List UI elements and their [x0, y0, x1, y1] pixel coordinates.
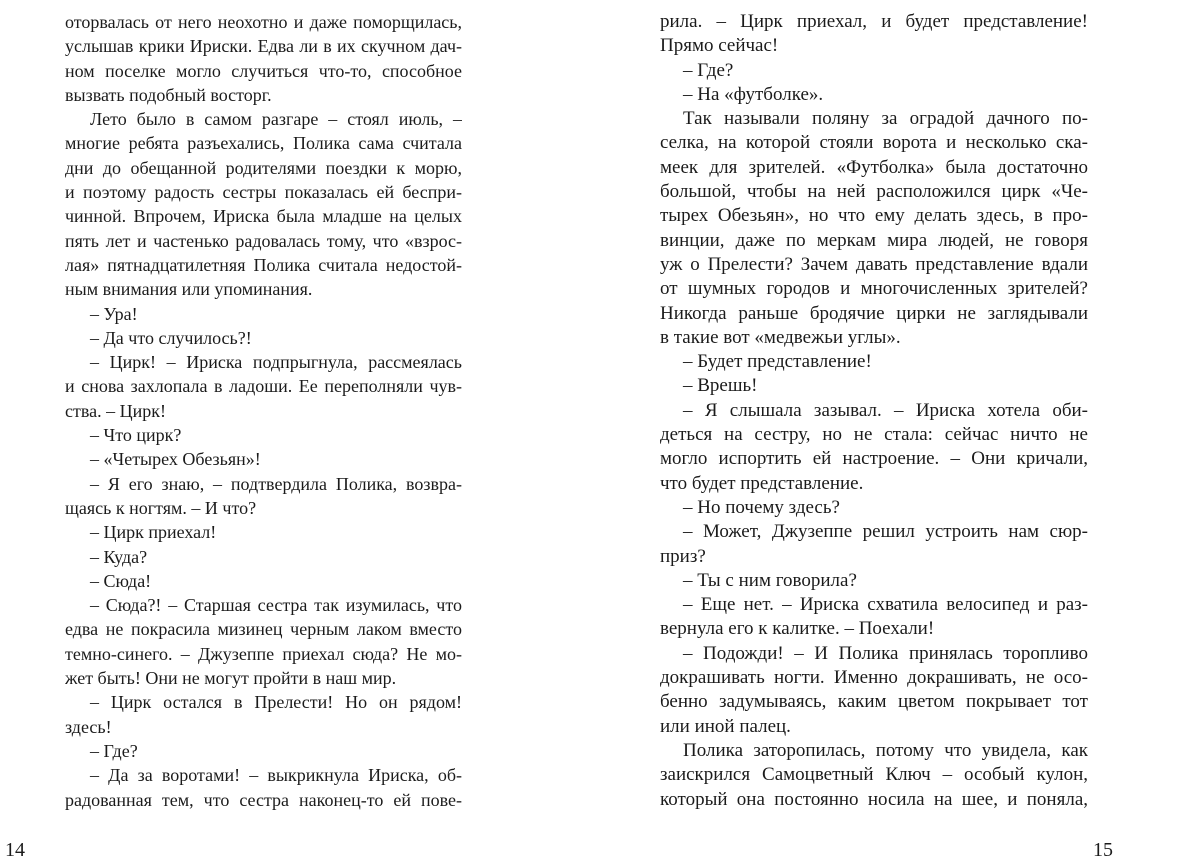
text-line: – Что цирк?: [90, 425, 182, 446]
text-line: – Будет представление!: [683, 351, 872, 373]
text-line: и поэтому радость сестры показалась ей беспри-: [65, 182, 462, 203]
page-number-left: 14: [5, 839, 25, 861]
text-line: – «Четырех Обезьян»!: [90, 449, 261, 470]
text-line: – Сюда!: [90, 570, 152, 591]
text-line: селка, на которой стояли ворота и несколько ска-: [660, 132, 1088, 154]
paragraph: [660, 350, 1088, 374]
right-text-column: [660, 10, 1088, 812]
page-number-right: 15: [1093, 839, 1113, 861]
text-line: ства. – Цирк!: [65, 400, 166, 421]
paragraph: [660, 739, 1088, 812]
paragraph: [660, 399, 1088, 496]
text-line: лая» пятнадцатилетняя Полика считала недостой-: [65, 254, 462, 275]
text-line: – Я слышала зазывал. – Ириска хотела оби-: [683, 399, 1088, 421]
paragraph: [65, 545, 462, 569]
text-line: чинной. Впрочем, Ириска была младше на целых: [65, 206, 462, 227]
left-text-column: [65, 10, 462, 812]
paragraph: [660, 374, 1088, 398]
text-line: – Цирк остался в Прелести! Но он рядом!: [90, 692, 462, 713]
paragraph: [65, 472, 462, 521]
text-line: – Может, Джузеппе решил устроить нам сюр-: [683, 521, 1088, 543]
text-line: от шумных городов и многочисленных зрителей?: [660, 278, 1088, 300]
text-line: – Да что случилось?!: [90, 327, 252, 348]
paragraph: [660, 593, 1088, 642]
text-line: – Где?: [90, 740, 138, 761]
paragraph: [65, 739, 462, 763]
text-line: уж о Прелести? Зачем давать представление вдали: [660, 253, 1088, 275]
text-line: – Где?: [683, 59, 734, 81]
paragraph: [65, 107, 462, 301]
text-line: винции, даже по меркам мира людей, не говоря: [660, 229, 1088, 251]
text-line: услышав крики Ириски. Едва ли в их скучном дач-: [65, 36, 462, 57]
paragraph: [660, 496, 1088, 520]
text-line: Полика заторопилась, потому что увидела, как: [683, 739, 1088, 761]
text-line: многие ребята разъехались, Полика сама считала: [65, 133, 462, 154]
text-line: который она постоянно носила на шее, и поняла,: [660, 788, 1088, 810]
text-line: – Но почему здесь?: [683, 496, 840, 518]
paragraph: [65, 593, 462, 690]
paragraph: [660, 10, 1088, 59]
text-line: тырех Обезьян», но что ему делать здесь, в про-: [660, 205, 1088, 227]
text-line: и снова захлопала в ладоши. Ее переполняли чув-: [65, 376, 462, 397]
paragraph: [65, 302, 462, 326]
paragraph: [65, 520, 462, 544]
text-line: Так называли поляну за оградой дачного по-: [683, 108, 1088, 130]
text-line: пять лет и частенько радовалась тому, что «взрос-: [65, 230, 462, 251]
text-line: приз?: [660, 545, 706, 567]
text-line: меек для зрителей. «Футболка» была достаточно: [660, 156, 1088, 178]
text-line: вызвать подобный восторг.: [65, 84, 272, 105]
paragraph: [65, 10, 462, 107]
text-line: что будет представление.: [660, 472, 864, 494]
paragraph: [660, 107, 1088, 350]
text-line: Лето было в самом разгаре – стоял июль, –: [90, 109, 462, 130]
text-line: рила. – Цирк приехал, и будет представление!: [660, 11, 1088, 32]
text-line: докрашивать ногти. Именно докрашивать, не осо-: [660, 667, 1088, 689]
text-line: – Врешь!: [683, 375, 758, 397]
paragraph: [65, 350, 462, 423]
text-line: ном поселке могло случиться что-то, способное: [65, 60, 462, 81]
text-line: – Цирк! – Ириска подпрыгнула, рассмеялась: [90, 352, 462, 373]
text-line: – Куда?: [90, 546, 148, 567]
text-line: – Я его знаю, – подтвердила Полика, возвра-: [90, 473, 462, 494]
text-line: бенно задумываясь, каким цветом покрывает тот: [660, 691, 1088, 713]
text-line: – Подожди! – И Полика принялась торопливо: [683, 642, 1088, 664]
text-line: темно-синего. – Джузеппе приехал сюда? Не мо-: [65, 643, 462, 664]
paragraph: [65, 763, 462, 812]
text-line: дни до обещанной родителями поездки к морю,: [65, 157, 462, 178]
text-line: – Еще нет. – Ириска схватила велосипед и раз-: [683, 594, 1088, 616]
text-line: – Сюда?! – Старшая сестра так изумилась, что: [90, 595, 462, 616]
paragraph: [65, 447, 462, 471]
paragraph: [660, 642, 1088, 739]
text-line: в такие вот «медвежьи углы».: [660, 326, 901, 348]
text-line: – На «футболке».: [683, 83, 824, 105]
text-line: вернула его к калитке. – Поехали!: [660, 618, 935, 640]
text-line: щаясь к ногтям. – И что?: [65, 497, 257, 518]
text-line: могло испортить ей настроение. – Они кричали,: [660, 448, 1088, 470]
text-line: едва не покрасила мизинец черным лаком вместо: [65, 619, 462, 640]
paragraph: [65, 690, 462, 739]
text-line: Никогда раньше бродячие цирки не заглядывали: [660, 302, 1088, 324]
paragraph: [660, 59, 1088, 83]
paragraph: [65, 569, 462, 593]
text-line: заискрился Самоцветный Ключ – особый кулон,: [660, 764, 1088, 786]
text-line: оторвалась от него неохотно и даже поморщилась,: [65, 12, 462, 32]
text-line: деться на сестру, но не стала: сейчас ничто не: [660, 424, 1088, 446]
text-line: – Ура!: [90, 303, 138, 324]
paragraph: [65, 423, 462, 447]
paragraph: [65, 326, 462, 350]
right-page: [593, 0, 1186, 868]
text-line: или иной палец.: [660, 715, 791, 737]
text-line: – Да за воротами! – выкрикнула Ириска, об-: [90, 765, 462, 786]
text-line: жет быть! Они не могут пройти в наш мир.: [65, 668, 397, 689]
paragraph: [660, 83, 1088, 107]
paragraph: [660, 569, 1088, 593]
text-line: – Цирк приехал!: [90, 522, 217, 543]
text-line: радованная тем, что сестра наконец-то ей пове-: [65, 789, 462, 810]
text-line: большой, чтобы на ней расположился цирк «Че-: [660, 181, 1088, 203]
text-line: ным внимания или упоминания.: [65, 279, 313, 300]
text-line: здесь!: [65, 716, 112, 737]
text-line: – Ты с ним говорила?: [683, 569, 857, 591]
paragraph: [660, 520, 1088, 569]
text-line: Прямо сейчас!: [660, 35, 779, 57]
